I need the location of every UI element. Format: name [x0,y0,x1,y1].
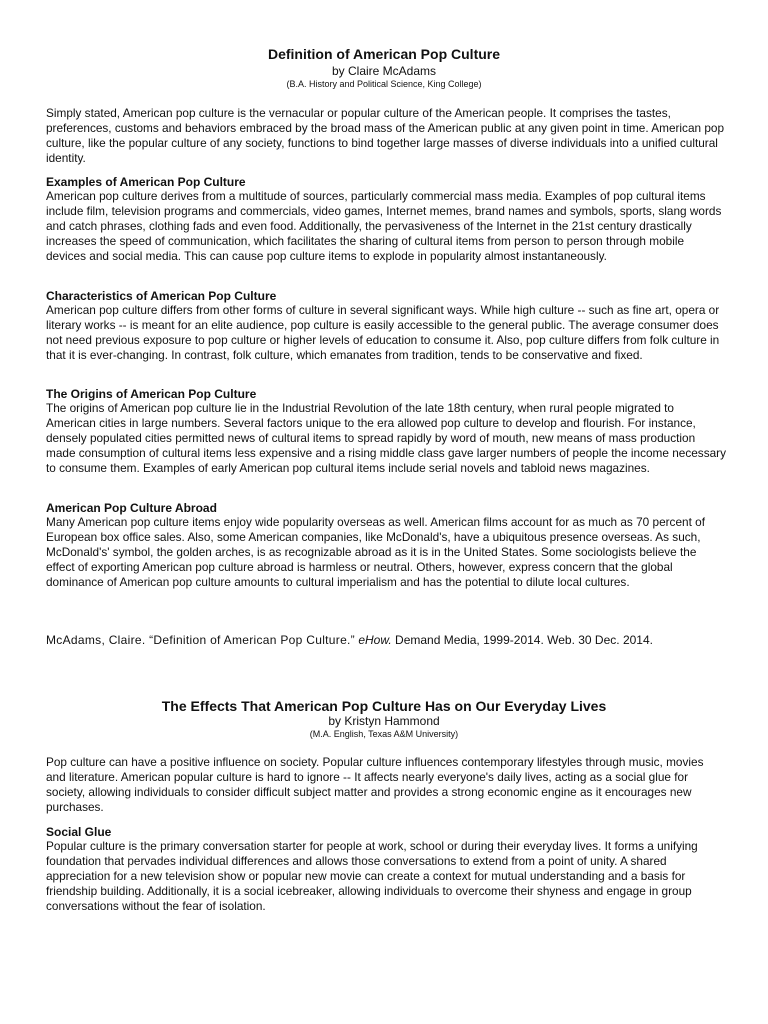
article-1-credentials: (B.A. History and Political Science, King College) [286,79,482,89]
section-body-examples: American pop culture derives from a multitude of sources, particularly commercial mass media. Examples of pop cultural items include film, television programs and commercials, video games, Internet memes, brand names and symbols, sports, slang words and catch phrases, clothing fads and even food. Additionally, the pervasiveness of the Internet in the 21st century drastically increases the speed of communication, which facilitates the sharing of cultural items from person to person through mobile devices and social media. This can cause pop culture items to explode in popularity almost instantaneously. [46,189,722,263]
article-2-intro: Pop culture can have a positive influence on society. Popular culture influences contemporary lifestyles through music, movies and literature. American popular culture is hard to ignore -- It affects nearly everyone's daily lives, acting as a social glue for society, allowing individuals to consider difficult subject matter and provides a strong economic engine as it encourages new purchases. [46,755,704,814]
section-heading-examples: Examples of American Pop Culture [46,175,246,189]
citation-publication: eHow. [358,633,392,647]
citation-details: Demand Media, 1999-2014. Web. 30 Dec. 2014. [395,633,653,647]
section-heading-social-glue: Social Glue [46,825,112,839]
section-heading-abroad: American Pop Culture Abroad [46,501,217,515]
section-body-social-glue: Popular culture is the primary conversation starter for people at work, school or during their everyday lives. It forms a unifying foundation that pervades individual differences and allows those conversations to extend from a point of unity. A shared appreciation for a new television show or popular new movie can create a context for mutual understanding and a basis for friendship building. Additionally, it is a social icebreaker, allowing individuals to overcome their shyness and engage in group conversations without the fear of isolation. [46,839,698,913]
section-body-characteristics: American pop culture differs from other forms of culture in several significant ways. While high culture -- such as fine art, opera or literary works -- is meant for an elite audience, pop culture is easily accessible to the general public. The average consumer does not need previous exposure to pop culture or higher levels of education to consume it. Also, pop culture differs from folk culture in that it is ever-changing. In contrast, folk culture, which emanates from tradition, tends to be conservative and fixed. [46,303,720,362]
article-1-title: Definition of American Pop Culture [267,46,501,62]
section-body-abroad: Many American pop culture items enjoy wide popularity overseas as well. American films account for as much as 70 percent of European box office sales. Also, some American companies, like McDonald's, have a ubiquitous presence overseas. As such, McDonald's' symbol, the golden arches, is as recognizable abroad as it is in the United States. Some sociologists believe the effect of exporting American pop culture abroad is harmless or neutral. Others, however, express concern that the global dominance of American pop culture amounts to cultural imperialism and has the potential to dilute local cultures. [46,515,705,589]
article-2-byline: by Kristyn Hammond [328,714,440,728]
article-2-title: The Effects That American Pop Culture Has on Our Everyday Lives [161,698,607,714]
section-heading-characteristics: Characteristics of American Pop Culture [46,289,277,303]
article-1-intro: Simply stated, American pop culture is the vernacular or popular culture of the American people. It comprises the tastes, preferences, customs and behaviors embraced by the broad mass of the American public at any given point in time. American pop culture, like the popular culture of any society, functions to bind together large masses of diverse individuals into a unified cultural identity. [46,106,725,165]
section-heading-origins: The Origins of American Pop Culture [46,387,257,401]
article-1-byline: by Claire McAdams [331,64,437,78]
section-body-origins: The origins of American pop culture lie in the Industrial Revolution of the late 18th century, when rural people migrated to American cities in large numbers. Several factors unique to the era allowed pop culture to develop and flourish. For instance, densely populated cities permitted news of cultural items to spread rapidly by word of mouth, new means of mass production made consumption of cultural items less expensive and a rising middle class gave larger numbers of people the income necessary to consume them. Examples of early American pop cultural items include serial novels and tabloid news magazines. [46,401,726,475]
citation-author-title: McAdams, Claire. “Definition of American Pop Culture.” [46,633,355,647]
citation [46,633,746,647]
article-2-credentials: (M.A. English, Texas A&M University) [309,729,459,739]
